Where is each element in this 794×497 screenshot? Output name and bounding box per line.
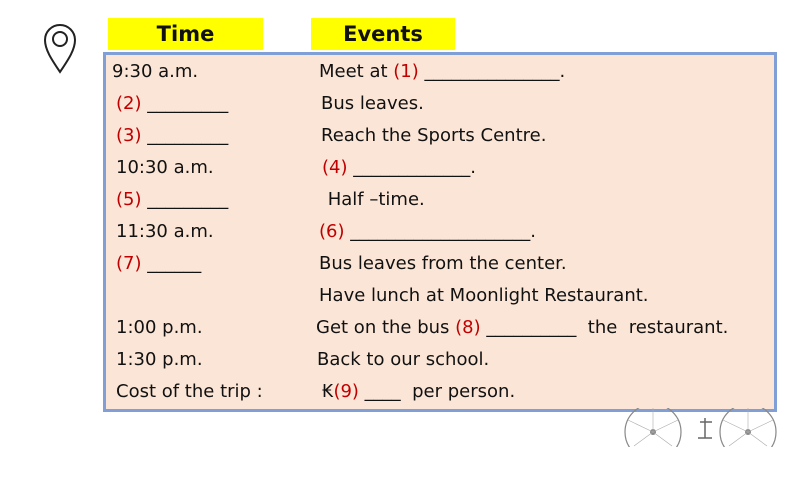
answer-blank: _______________. bbox=[418, 61, 566, 82]
event-cell: Bus leaves. bbox=[321, 93, 424, 114]
schedule-row-4 bbox=[106, 153, 774, 183]
time-cell bbox=[116, 249, 201, 279]
time-cell: Cost of the trip : bbox=[116, 381, 263, 402]
schedule-row-7 bbox=[106, 249, 774, 279]
time-cell: 10:30 a.m. bbox=[116, 157, 214, 178]
schedule-row-9 bbox=[106, 313, 774, 343]
blank-number: (9) bbox=[333, 381, 359, 402]
time-cell bbox=[116, 89, 228, 119]
answer-blank: _________ bbox=[141, 93, 229, 114]
events-column-header: Events bbox=[311, 18, 455, 50]
time-cell: 1:00 p.m. bbox=[116, 317, 203, 338]
event-cell bbox=[322, 153, 476, 183]
time-cell: 9:30 a.m. bbox=[112, 61, 199, 82]
answer-blank: _________ bbox=[141, 125, 229, 146]
schedule-row-1 bbox=[106, 57, 774, 87]
answer-blank: _________ bbox=[141, 189, 229, 210]
location-pin-icon bbox=[42, 22, 78, 74]
answer-blank: ____ per person. bbox=[358, 381, 516, 402]
blank-number: (3) bbox=[116, 125, 142, 146]
event-cell bbox=[319, 217, 536, 247]
event-cell: Reach the Sports Centre. bbox=[321, 125, 547, 146]
blank-number: (2) bbox=[116, 93, 142, 114]
blank-number: (1) bbox=[393, 61, 419, 82]
event-cell: Back to our school. bbox=[317, 349, 490, 370]
event-cell bbox=[322, 377, 515, 407]
bicycle-icon bbox=[620, 408, 794, 447]
event-cell: Bus leaves from the center. bbox=[319, 253, 567, 274]
blank-number: (4) bbox=[322, 157, 348, 178]
event-cell bbox=[316, 313, 728, 343]
answer-blank: ____________________. bbox=[344, 221, 536, 242]
schedule-row-11 bbox=[106, 377, 774, 407]
answer-blank: __________ the restaurant. bbox=[480, 317, 729, 338]
blank-number: (8) bbox=[455, 317, 481, 338]
schedule-row-5 bbox=[106, 185, 774, 215]
schedule-row-3 bbox=[106, 121, 774, 151]
blank-number: (6) bbox=[319, 221, 345, 242]
blank-number: (5) bbox=[116, 189, 142, 210]
currency-symbol: ₭ bbox=[322, 381, 334, 402]
time-cell bbox=[116, 121, 228, 151]
answer-blank: _____________. bbox=[347, 157, 476, 178]
time-cell: 1:30 p.m. bbox=[116, 349, 203, 370]
blank-number: (7) bbox=[116, 253, 142, 274]
schedule-row-8 bbox=[106, 281, 774, 311]
time-cell bbox=[116, 185, 228, 215]
event-cell bbox=[319, 57, 565, 87]
answer-blank: ______ bbox=[141, 253, 202, 274]
event-cell: Have lunch at Moonlight Restaurant. bbox=[319, 285, 649, 306]
time-column-header: Time bbox=[108, 18, 263, 50]
event-cell: Half –time. bbox=[322, 189, 425, 210]
schedule-row-6 bbox=[106, 217, 774, 247]
event-text: Meet at bbox=[319, 61, 394, 82]
event-text: Get on the bus bbox=[316, 317, 456, 338]
schedule-row-10 bbox=[106, 345, 774, 375]
schedule-panel bbox=[103, 52, 777, 412]
schedule-row-2 bbox=[106, 89, 774, 119]
time-cell: 11:30 a.m. bbox=[116, 221, 214, 242]
